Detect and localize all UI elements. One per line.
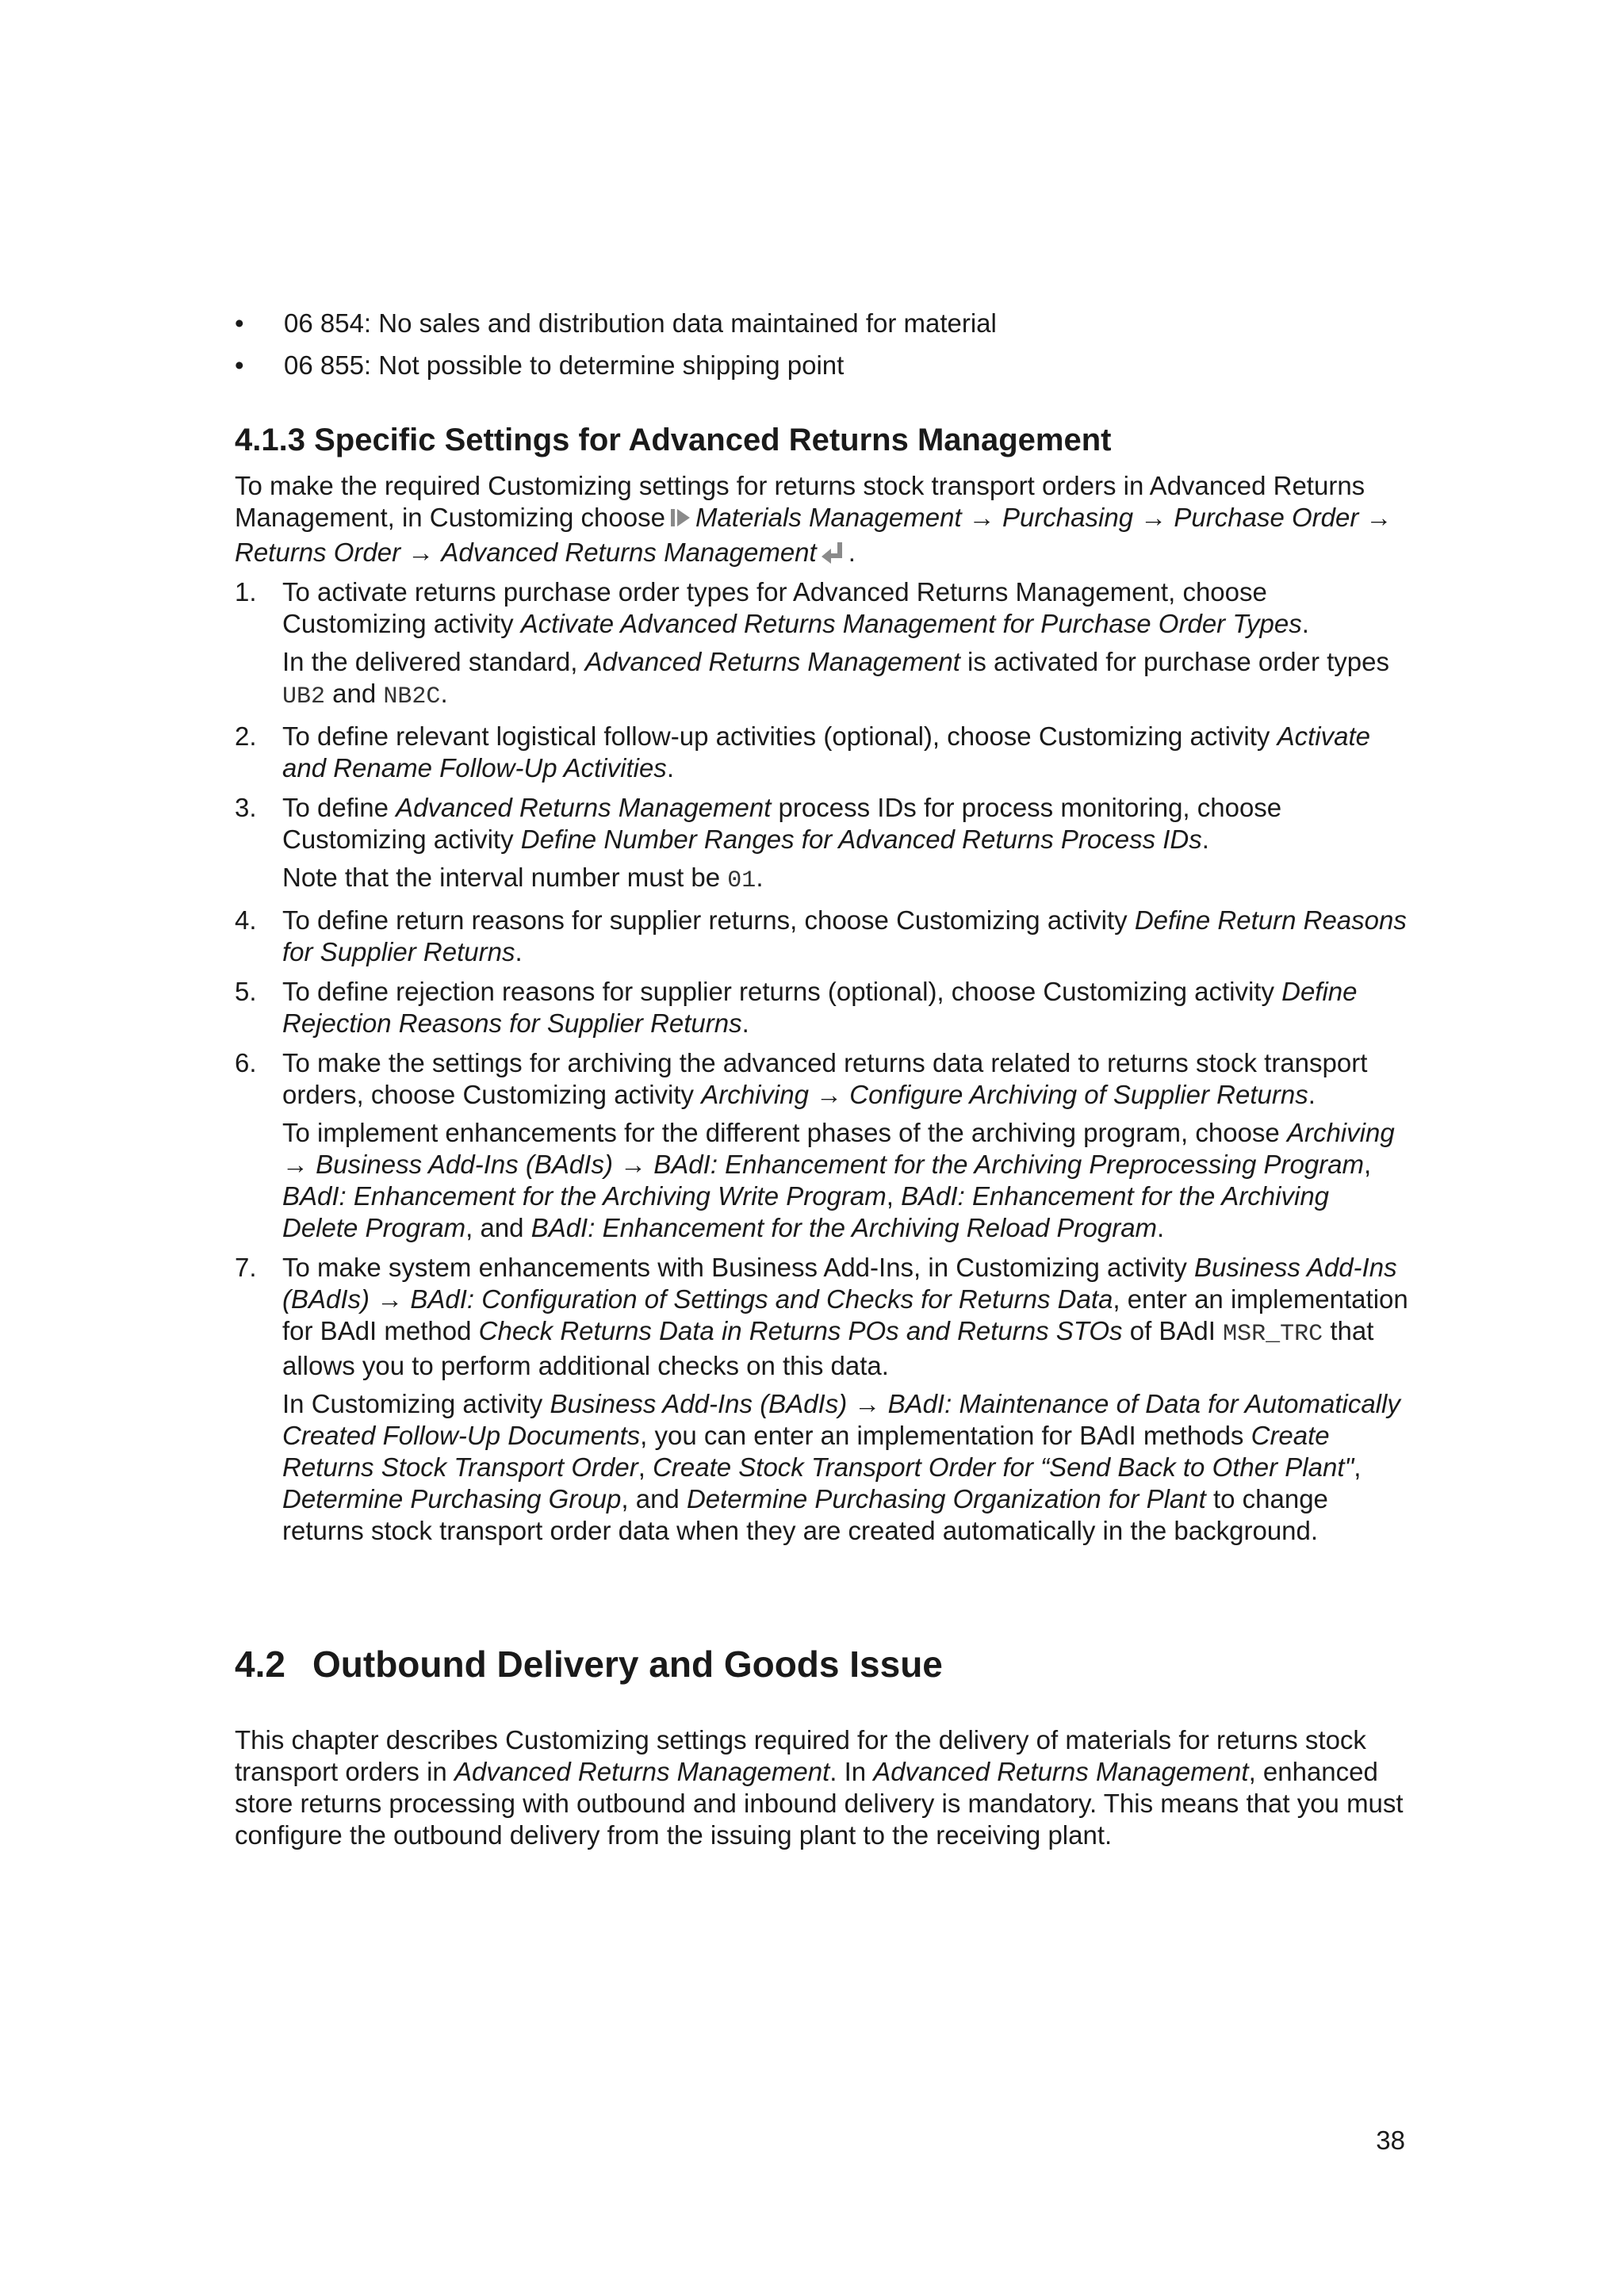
section-paragraph: This chapter describes Customizing settings required for the delivery of materials for returns stock transport orders in Advanced Returns Management. In Advanced Returns Management, enhanced store returns processing with outbound and inbound delivery is mandatory. This means that you must configure the outbound delivery from the issuing plant to the receiving plant. xyxy=(235,1725,1404,1850)
page-content xyxy=(235,308,1408,1851)
step-number: 4. xyxy=(235,905,257,935)
section-intro-paragraph: To make the required Customizing settings for returns stock transport orders in Advanced Returns Management, in Customizing choose Materials Management → Purchasing → Purchase Order → Returns Order → Advanced Returns Management . xyxy=(235,470,1408,572)
step-note: In the delivered standard, Advanced Returns Management is activated for purchase order types UB2 and NB2C. xyxy=(282,647,1389,710)
section-title: Outbound Delivery and Goods Issue xyxy=(312,1644,943,1685)
step-item-2: 2. To define relevant logistical follow-up activities (optional), choose Customizing activity Activate and Rename Follow-Up Activities. xyxy=(235,721,1370,783)
code-value: NB2C xyxy=(383,683,441,710)
code-value: MSR_TRC xyxy=(1223,1321,1323,1348)
step-number: 7. xyxy=(235,1253,257,1282)
step-number: 1. xyxy=(235,577,257,607)
step-item-3: 3. To define Advanced Returns Management process IDs for process monitoring, choose Customizing activity Define Number Ranges for Advanced Returns Process IDs. Note that the interval number must be 01. xyxy=(235,792,1408,897)
code-value: UB2 xyxy=(282,683,326,710)
step-number: 6. xyxy=(235,1048,257,1077)
menu-path-end-icon xyxy=(820,540,845,572)
section-number: 4.2 xyxy=(235,1644,285,1685)
step-number: 5. xyxy=(235,977,257,1006)
step-item-4: 4. To define return reasons for supplier returns, choose Customizing activity Define Return Reasons for Supplier Returns. xyxy=(235,905,1407,966)
code-value: 01 xyxy=(727,867,756,894)
step-note: Note that the interval number must be 01. xyxy=(282,863,764,894)
section-heading-4-2 xyxy=(235,1644,1408,1685)
step-item-6: 6. To make the settings for archiving the advanced returns data related to returns stock transport orders, choose Customizing activity Archiving → Configure Archiving of Supplier Returns. To implement enhancements for the different phases of the archiving program, choose Archiving → Business Add-Ins (BAdIs) → BAdI: Enhancement for the Archiving Preprocessing Program, BAdI: Enhancement for the Archiving Write Program, BAdI: Enhancement for the Archiving Delete Program, and BAdI: Enhancement for the Archiving Reload Program. xyxy=(235,1047,1408,1244)
page-number: 38 xyxy=(1376,2126,1405,2155)
step-number: 2. xyxy=(235,721,257,751)
step-item-7: 7. To make system enhancements with Business Add-Ins, in Customizing activity Business Add-Ins (BAdIs) → BAdI: Configuration of Settings and Checks for Returns Data, enter an implementation for BAdI method Check Returns Data in Returns POs and Returns STOs of BAdI MSR_TRC that allows you to perform additional checks on this data. In Customizing activity Business Add-Ins (BAdIs) → BAdI: Maintenance of Data for Automatically Created Follow-Up Documents, you can enter an implementation for BAdI methods Create Returns Stock Transport Order, Create Stock Transport Order for “Send Back to Other Plant", Determine Purchasing Group, and Determine Purchasing Organization for Plant to change returns stock transport order data when they are created automatically in the background. xyxy=(235,1253,1408,1545)
section-heading-4-1-3: 4.1.3 Specific Settings for Advanced Returns Management xyxy=(235,423,1112,457)
bullet-item: • 06 854: No sales and distribution data maintained for material xyxy=(235,308,1408,339)
step-item-1: 1. To activate returns purchase order types for Advanced Returns Management, choose Customizing activity Activate Advanced Returns Management for Purchase Order Types. In the delivered standard, Advanced Returns Management is activated for purchase order types UB2 and NB2C. xyxy=(235,576,1408,713)
message-bullet-list xyxy=(235,308,1408,381)
bullet-item: • 06 855: Not possible to determine shipping point xyxy=(235,350,1408,381)
step-number: 3. xyxy=(235,793,257,822)
step-item-5: 5. To define rejection reasons for supplier returns (optional), choose Customizing activity Define Rejection Reasons for Supplier Returns. xyxy=(235,977,1358,1038)
step-note: In Customizing activity Business Add-Ins (BAdIs) → BAdI: Maintenance of Data for Automatically Created Follow-Up Documents, you can enter an implementation for BAdI methods Create Returns Stock Transport Order, Create Stock Transport Order for “Send Back to Other Plant", Determine Purchasing Group, and Determine Purchasing Organization for Plant to change returns stock transport order data when they are created automatically in the background. xyxy=(282,1389,1400,1545)
customizing-steps-list xyxy=(235,576,1408,1547)
menu-path-start-icon xyxy=(668,505,692,537)
step-note: To implement enhancements for the different phases of the archiving program, choose Archiving → Business Add-Ins (BAdIs) → BAdI: Enhancement for the Archiving Preprocessing Program, BAdI: Enhancement for the Archiving Write Program, BAdI: Enhancement for the Archiving Delete Program, and BAdI: Enhancement for the Archiving Reload Program. xyxy=(282,1118,1395,1242)
